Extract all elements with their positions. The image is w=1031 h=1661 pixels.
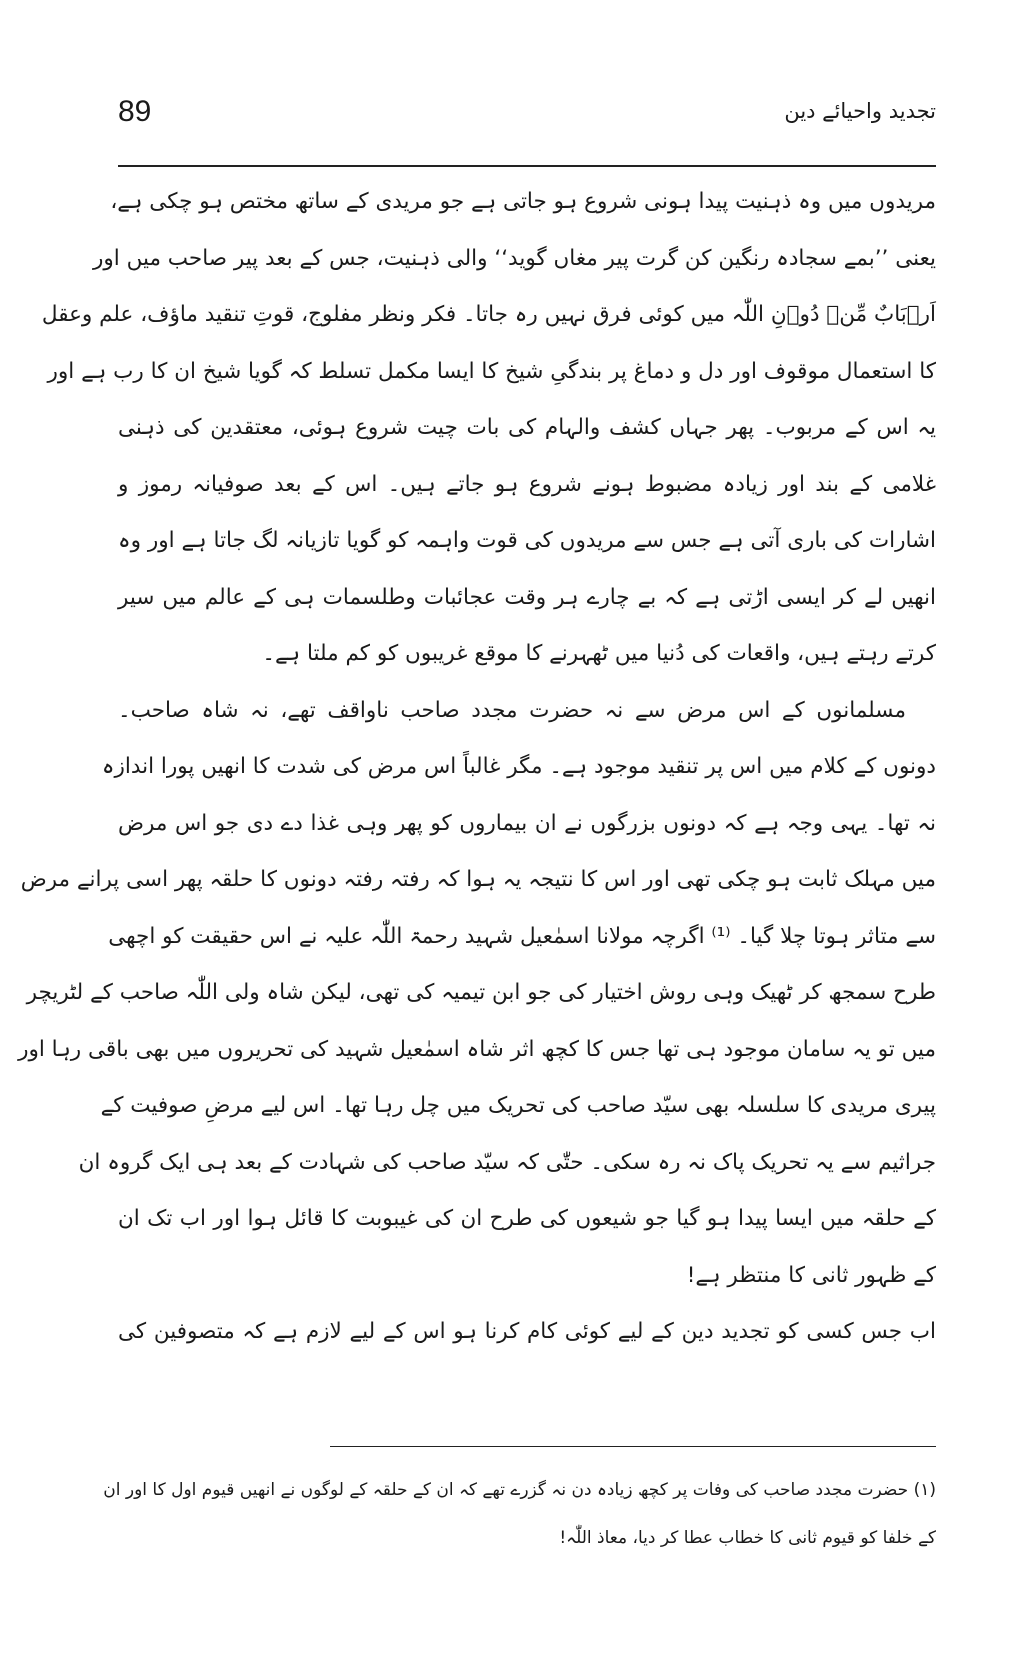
body-text bbox=[18, 178, 936, 1365]
text-line: کے ظہور ثانی کا منتظر ہے! bbox=[686, 1262, 936, 1288]
page-header bbox=[118, 95, 936, 145]
text-line: کے حلقہ میں ایسا پیدا ہو گیا جو شیعوں کی طرح ان کی غیبوبت کا قائل ہوا اور اب تک ان bbox=[118, 1206, 936, 1231]
page-number: 89 bbox=[118, 95, 152, 128]
text-line: مریدوں میں وہ ذہنیت پیدا ہونی شروع ہو جاتی ہے جو مریدی کے ساتھ مختص ہو چکی ہے، bbox=[110, 189, 936, 214]
text-line: پیری مریدی کا سلسلہ بھی سیّد صاحب کی تحریک میں چل رہا تھا۔ اس لیے مرضِ صوفیت کے bbox=[100, 1093, 936, 1118]
text-line: اب جس کسی کو تجدید دین کے لیے کوئی کام کرنا ہو اس کے لیے لازم ہے کہ متصوفین کی bbox=[118, 1319, 936, 1344]
text-line: کا استعمال موقوف اور دل و دماغ پر بندگیِ شیخ کا ایسا مکمل تسلط کہ گویا شیخ ان کا رب ہے اور bbox=[47, 358, 936, 384]
text-line: غلامی کے بند اور زیادہ مضبوط ہونے شروع ہو جاتے ہیں۔ اس کے بعد صوفیانہ رموز و bbox=[118, 471, 936, 497]
footnote-divider bbox=[330, 1446, 936, 1447]
text-line: یہ اس کے مربوب۔ پھر جہاں کشف والہام کی بات چیت شروع ہوئی، معتقدین کی ذہنی bbox=[118, 415, 936, 440]
text-line: نہ تھا۔ یہی وجہ ہے کہ دونوں بزرگوں نے ان بیماروں کو پھر وہی غذا دے دی جو اس مرض bbox=[118, 810, 936, 836]
text-line: سے متاثر ہوتا چلا گیا۔ ⁽¹⁾ اگرچہ مولانا اسمٰعیل شہید رحمۃ اللّٰہ علیہ نے اس حقیقت کو اچھی bbox=[108, 923, 936, 949]
footnote-line: کے خلفا کو قیوم ثانی کا خطاب عطا کر دیا، معاذ اللّٰہ! bbox=[559, 1528, 936, 1548]
text-line: جراثیم سے یہ تحریک پاک نہ رہ سکی۔ حتّٰی کہ سیّد صاحب کی شہادت کے بعد ہی ایک گروہ ان bbox=[78, 1149, 936, 1175]
text-line: میں تو یہ سامان موجود ہی تھا جس کا کچھ اثر شاہ اسمٰعیل شہید کی تحریروں میں بھی باقی رہا اور bbox=[18, 1036, 936, 1062]
text-line: یعنی ’’بمے سجادہ رنگین کن گرت پیر مغاں گوید‘‘ والی ذہنیت، جس کے بعد پیر صاحب میں اور bbox=[93, 245, 936, 271]
text-line: کرتے رہتے ہیں، واقعات کی دُنیا میں ٹھہرنے کا موقع غریبوں کو کم ملتا ہے۔ bbox=[262, 641, 936, 666]
text-line: میں مہلک ثابت ہو چکی تھی اور اس کا نتیجہ یہ ہوا کہ رفتہ رفتہ دونوں کا حلقہ پھر اسی پرانے مرض bbox=[20, 867, 936, 892]
text-line: اَرۡبَابٌ مِّنۡ دُوۡنِ اللّٰہ میں کوئی فرق نہیں رہ جاتا۔ فکر ونظر مفلوج، قوتِ تنقید ماؤف، علم وعقل bbox=[41, 302, 936, 327]
footnotes bbox=[103, 1470, 936, 1566]
footnote-line: (۱) حضرت مجدد صاحب کی وفات پر کچھ زیادہ دن نہ گزرے تھے کہ ان کے حلقہ کے لوگوں نے انھیں قیوم اول کا اور ان bbox=[103, 1480, 936, 1500]
text-line: انھیں لے کر ایسی اڑتی ہے کہ بے چارے ہر وقت عجائبات وطلسمات ہی کے عالم میں سیر bbox=[118, 584, 936, 610]
text-line: دونوں کے کلام میں اس پر تنقید موجود ہے۔ مگر غالباً اس مرض کی شدت کا انھیں پورا اندازہ bbox=[101, 754, 936, 779]
running-title: تجدید واحیائے دین bbox=[784, 99, 936, 123]
text-line: مسلمانوں کے اس مرض سے نہ حضرت مجدد صاحب ناواقف تھے، نہ شاہ صاحب۔ bbox=[118, 697, 906, 723]
header-divider bbox=[118, 165, 936, 167]
text-line: طرح سمجھ کر ٹھیک وہی روش اختیار کی جو ابن تیمیہ کی تھی، لیکن شاہ ولی اللّٰہ صاحب کے لٹریچر bbox=[26, 980, 936, 1005]
text-line: اشارات کی باری آتی ہے جس سے مریدوں کی قوت واہمہ کو گویا تازیانہ لگ جاتا ہے اور وہ bbox=[118, 528, 936, 553]
